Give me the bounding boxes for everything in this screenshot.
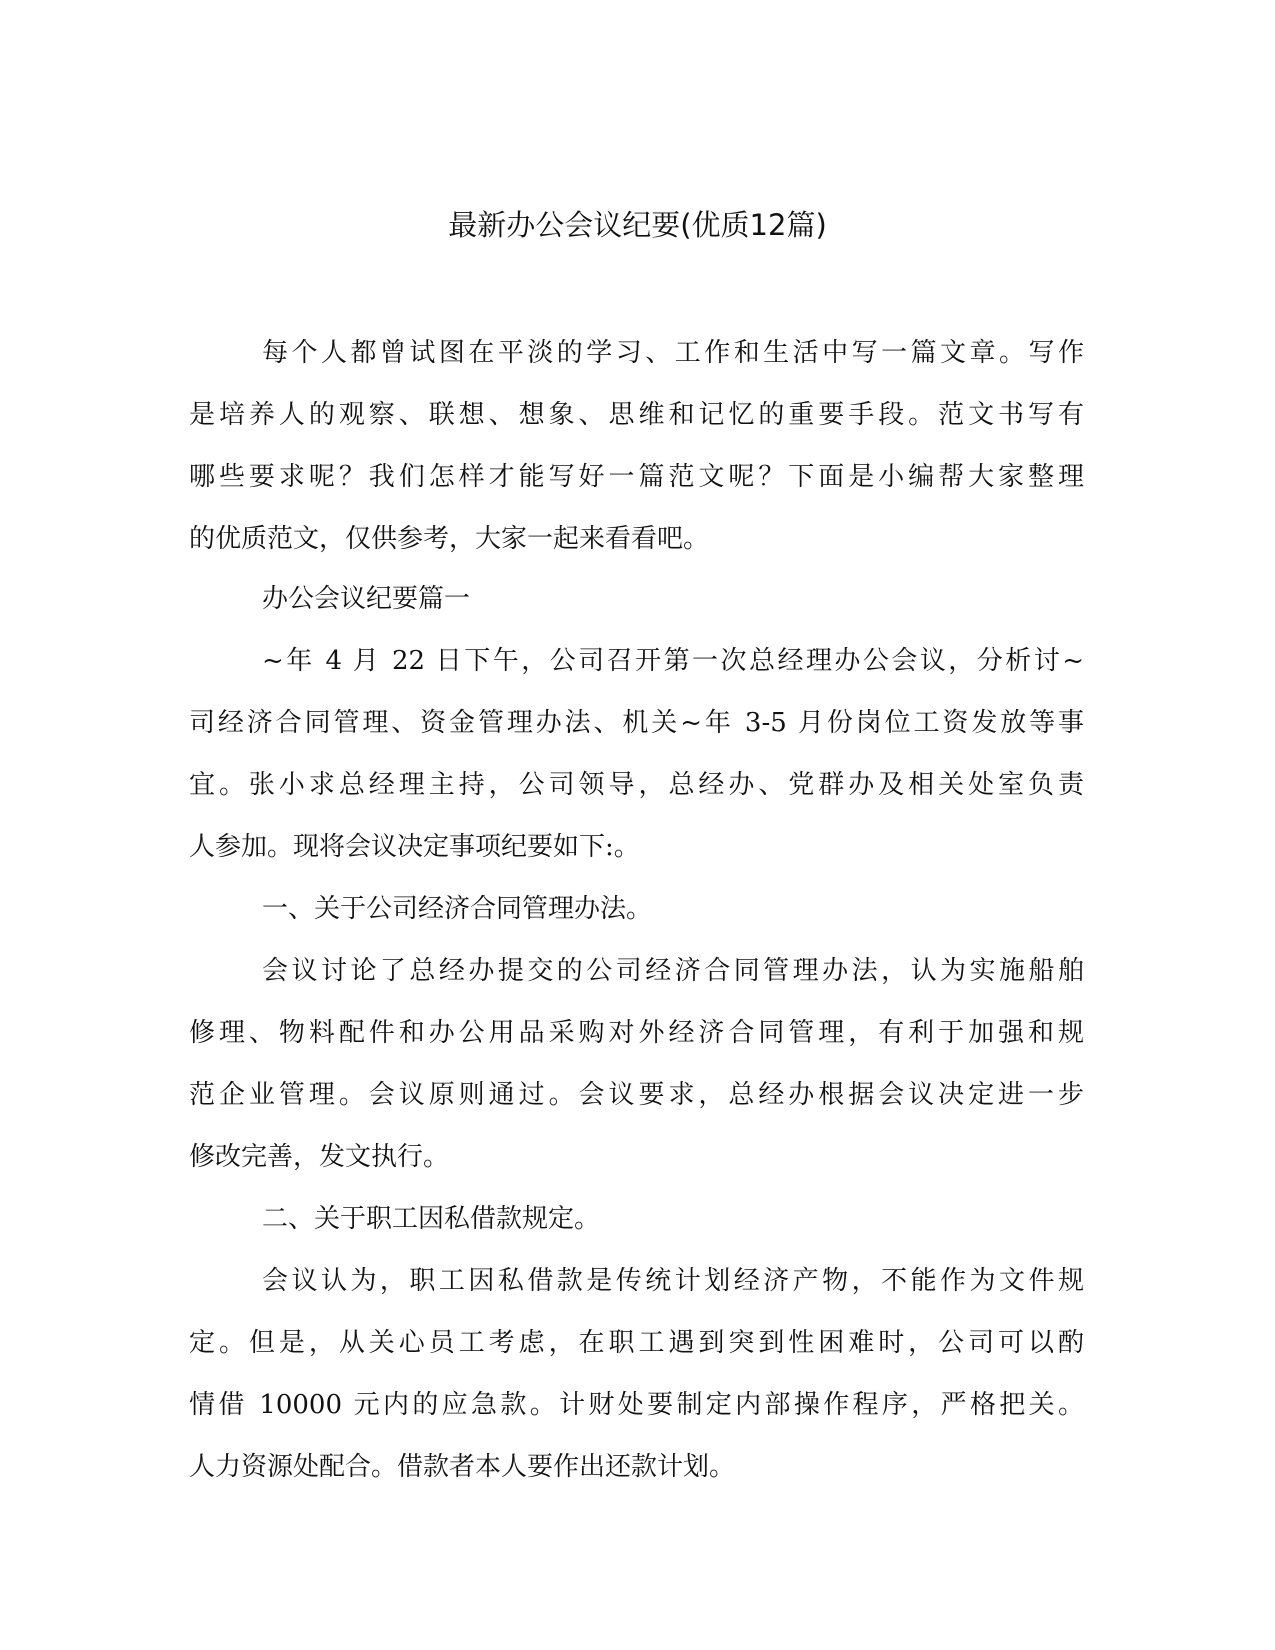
item-heading-text: 一、关于公司经济合同管理办法。 — [262, 894, 653, 924]
paragraph-line: 哪些要求呢？我们怎样才能写好一篇范文呢？下面是小编帮大家整理 — [189, 462, 1084, 492]
paragraph-line: 司经济合同管理、资金管理办法、机关~年 3-5 月份岗位工资发放等事 — [189, 708, 1084, 738]
paragraph-line: 修改完善，发文执行。 — [189, 1142, 450, 1172]
paragraph-line: 是培养人的观察、联想、想象、思维和记忆的重要手段。范文书写有 — [189, 400, 1084, 430]
section-heading-text: 办公会议纪要篇一 — [262, 584, 471, 614]
paragraph-line: 范企业管理。会议原则通过。会议要求，总经办根据会议决定进一步 — [189, 1080, 1084, 1110]
paragraph-line: 的优质范文，仅供参考，大家一起来看看吧。 — [189, 524, 710, 554]
item-heading-text: 二、关于职工因私借款规定。 — [262, 1204, 601, 1234]
meeting-summary-paragraph — [189, 630, 1084, 878]
paragraph-line: 会议认为，职工因私借款是传统计划经济产物，不能作为文件规 — [262, 1266, 1084, 1296]
paragraph-line: 人力资源处配合。借款者本人要作出还款计划。 — [189, 1452, 736, 1482]
section-heading-1 — [189, 568, 1084, 630]
paragraph-line: 会议讨论了总经办提交的公司经济合同管理办法，认为实施船舶 — [262, 956, 1084, 986]
paragraph-line: 宜。张小求总经理主持，公司领导，总经办、党群办及相关处室负责 — [189, 770, 1084, 800]
paragraph-line: 每个人都曾试图在平淡的学习、工作和生活中写一篇文章。写作 — [262, 338, 1084, 368]
paragraph-line: 定。但是，从关心员工考虑，在职工遇到突到性困难时，公司可以酌 — [189, 1328, 1084, 1358]
contracts-paragraph — [189, 940, 1084, 1188]
item-heading-contracts — [189, 878, 1084, 940]
paragraph-line: 修理、物料配件和办公用品采购对外经济合同管理，有利于加强和规 — [189, 1018, 1084, 1048]
document-title: 最新办公会议纪要(优质12篇) — [448, 208, 827, 242]
paragraph-line: 人参加。现将会议决定事项纪要如下:。 — [189, 832, 640, 862]
item-heading-loans — [189, 1188, 1084, 1250]
intro-paragraph — [189, 322, 1084, 570]
loans-paragraph — [189, 1250, 1084, 1498]
paragraph-line: ~年 4 月 22 日下午，公司召开第一次总经理办公会议，分析讨~ — [262, 646, 1084, 676]
paragraph-line: 情借 10000 元内的应急款。计财处要制定内部操作程序，严格把关。 — [189, 1390, 1084, 1420]
